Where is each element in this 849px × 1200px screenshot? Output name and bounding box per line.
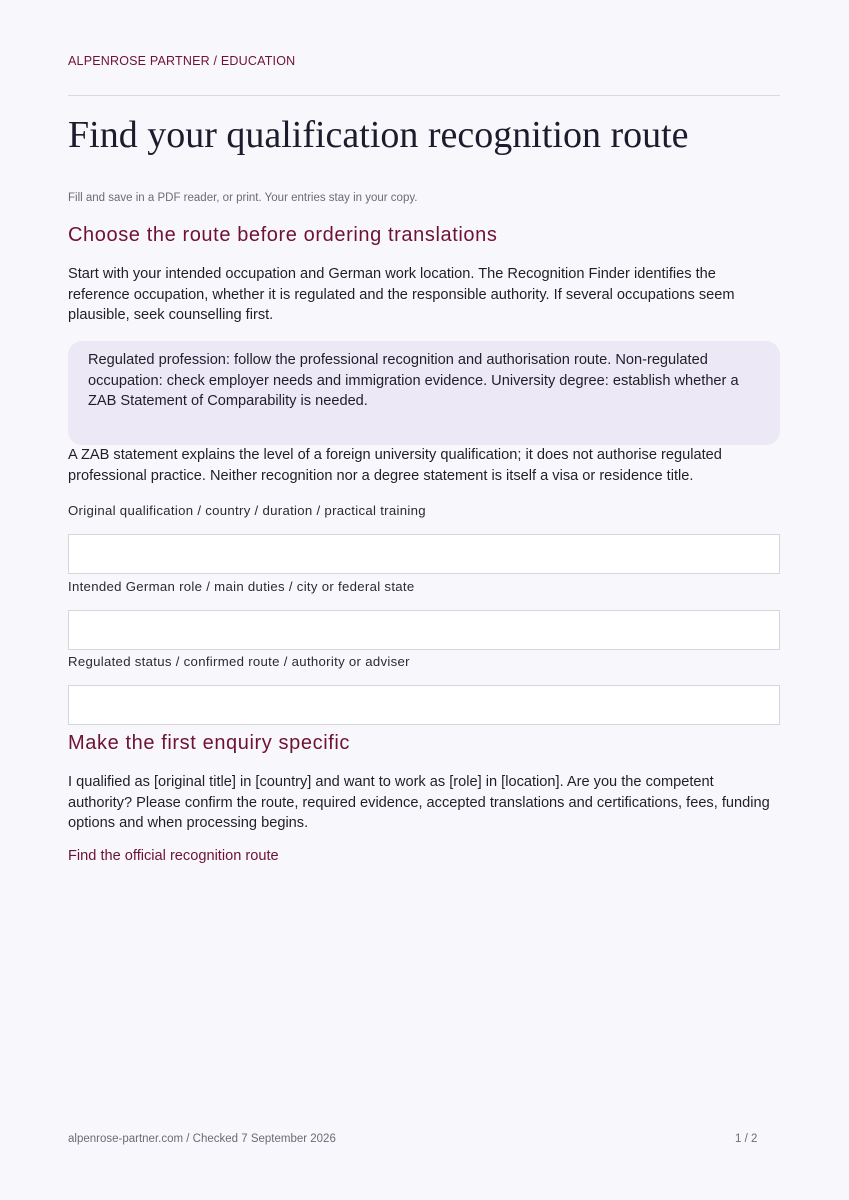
field-label-status: Regulated status / confirmed route / authority or adviser bbox=[68, 654, 410, 669]
zab-explanation-paragraph: A ZAB statement explains the level of a foreign university qualification; it does not authorise regulated professional practice. Neither recognition nor a degree statement is itself a visa or residence title. bbox=[68, 447, 722, 484]
page-title: Find your qualification recognition route bbox=[68, 114, 689, 156]
header-divider bbox=[68, 95, 780, 96]
page-number: 1 / 2 bbox=[735, 1133, 758, 1145]
route-callout-text: Regulated profession: follow the professional recognition and authorisation route. Non-regulated occupation: check employer needs and immigration evidence. University degree: establish whether a ZAB Statement of Comparability is needed. bbox=[88, 352, 739, 410]
usage-note: Fill and save in a PDF reader, or print. Your entries stay in your copy. bbox=[68, 192, 418, 204]
section-heading-route: Choose the route before ordering translations bbox=[68, 224, 498, 246]
section-heading-enquiry: Make the first enquiry specific bbox=[68, 732, 351, 754]
brand-eyebrow: ALPENROSE PARTNER / EDUCATION bbox=[68, 54, 296, 68]
field-label-qualification: Original qualification / country / duration / practical training bbox=[68, 503, 426, 518]
qualification-input[interactable] bbox=[68, 534, 780, 574]
route-intro-paragraph: Start with your intended occupation and German work location. The Recognition Finder identifies the reference occupation, whether it is regulated and the responsible authority. If several occupations seem plausible, seek counselling first. bbox=[68, 266, 735, 324]
field-label-role: Intended German role / main duties / city or federal state bbox=[68, 579, 415, 594]
official-route-link[interactable]: Find the official recognition route bbox=[68, 848, 279, 864]
role-input[interactable] bbox=[68, 610, 780, 650]
enquiry-template-paragraph: I qualified as [original title] in [country] and want to work as [role] in [location]. Are you the competent authority? Please confirm the route, required evidence, accepted translations and certifications, fees, funding options and when processing begins. bbox=[68, 774, 770, 832]
route-callout bbox=[68, 341, 780, 445]
footer-source: alpenrose-partner.com / Checked 7 September 2026 bbox=[68, 1133, 336, 1145]
status-input[interactable] bbox=[68, 685, 780, 725]
